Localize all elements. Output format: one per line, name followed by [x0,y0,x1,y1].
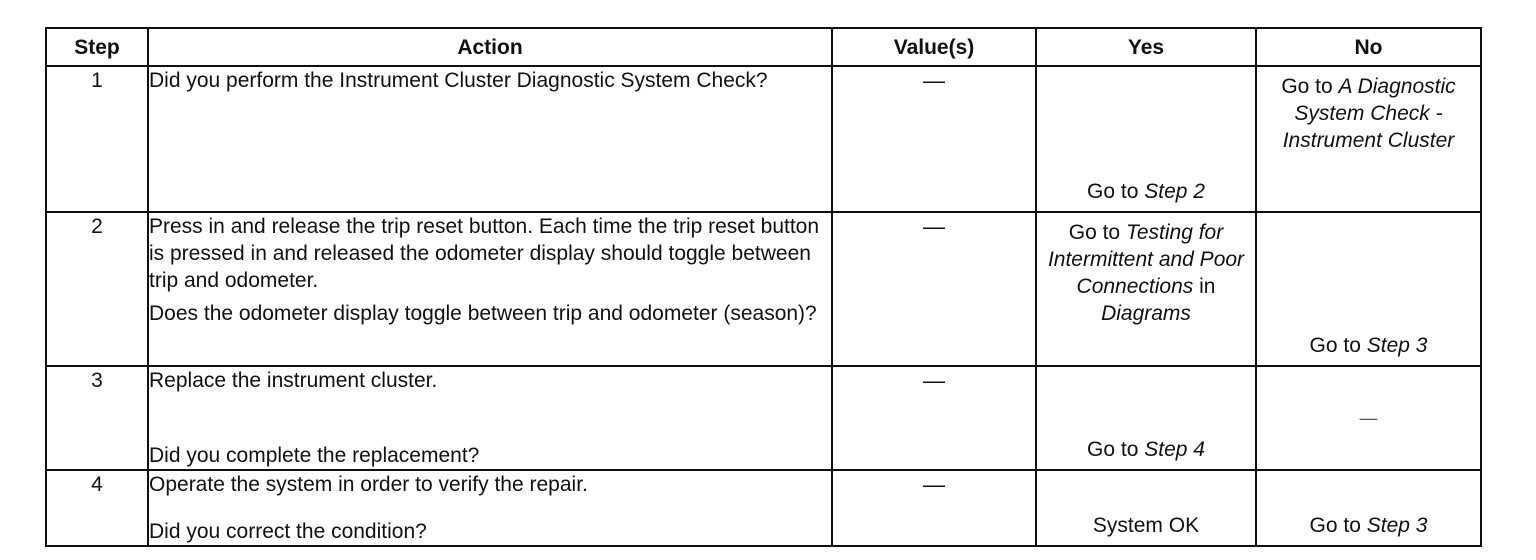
no-cell [1256,212,1481,366]
table-row [46,212,1481,366]
no-prefix: Go to [1281,75,1339,98]
no-prefix: Go to [1309,514,1367,537]
action-question: Did you correct the condition? [149,520,427,543]
yes-text: System OK [1092,514,1200,537]
step-number: 2 [46,212,148,366]
action-question: Did you complete the replacement? [149,444,480,467]
no-link[interactable]: Step 3 [1366,514,1428,537]
yes-prefix: Go to [1068,221,1126,244]
table-row [46,66,1481,212]
no-link[interactable]: Step 3 [1366,334,1428,357]
action-cell [148,366,832,470]
yes-link[interactable]: Step 2 [1144,180,1205,203]
yes-prefix: Go to [1087,438,1145,461]
action-cell [148,66,832,212]
no-dash: — [1359,407,1378,428]
action-cell [148,212,832,366]
yes-prefix: Go to [1087,180,1145,203]
step-number: 1 [46,66,148,212]
yes-suffix: in [1193,275,1216,298]
header-step: Step [46,28,148,66]
step-number: 3 [46,366,148,470]
value-cell: — [832,212,1036,366]
value-cell: — [832,66,1036,212]
no-cell [1256,366,1481,470]
yes-cell [1036,366,1256,470]
action-text: Press in and release the trip reset button. Each time the trip reset button is pressed in and released the odometer display should toggle between trip and odometer. [149,215,820,292]
yes-link[interactable]: Testing for Intermittent and Poor Connections [1047,221,1245,298]
header-row [46,28,1481,66]
yes-cell [1036,66,1256,212]
step-number: 4 [46,470,148,546]
action-cell [148,470,832,546]
no-cell [1256,470,1481,546]
action-question: Does the odometer display toggle between trip and odometer (season)? [149,302,817,325]
yes-cell [1036,470,1256,546]
yes-cell [1036,212,1256,366]
no-link[interactable]: A Diagnostic System Check - Instrument Cluster [1282,75,1456,152]
action-text: Did you perform the Instrument Cluster Diagnostic System Check? [149,69,768,92]
header-yes: Yes [1036,28,1256,66]
action-text: Replace the instrument cluster. [149,369,438,392]
no-cell [1256,66,1481,212]
value-cell: — [832,366,1036,470]
table-row [46,470,1481,546]
yes-link-diagrams[interactable]: Diagrams [1101,302,1191,325]
header-value: Value(s) [832,28,1036,66]
diagnostic-table [45,27,1482,547]
header-action: Action [148,28,832,66]
header-no: No [1256,28,1481,66]
action-text: Operate the system in order to verify the repair. [149,473,588,496]
no-prefix: Go to [1309,334,1367,357]
value-cell: — [832,470,1036,546]
yes-link[interactable]: Step 4 [1144,438,1205,461]
table-row [46,366,1481,470]
